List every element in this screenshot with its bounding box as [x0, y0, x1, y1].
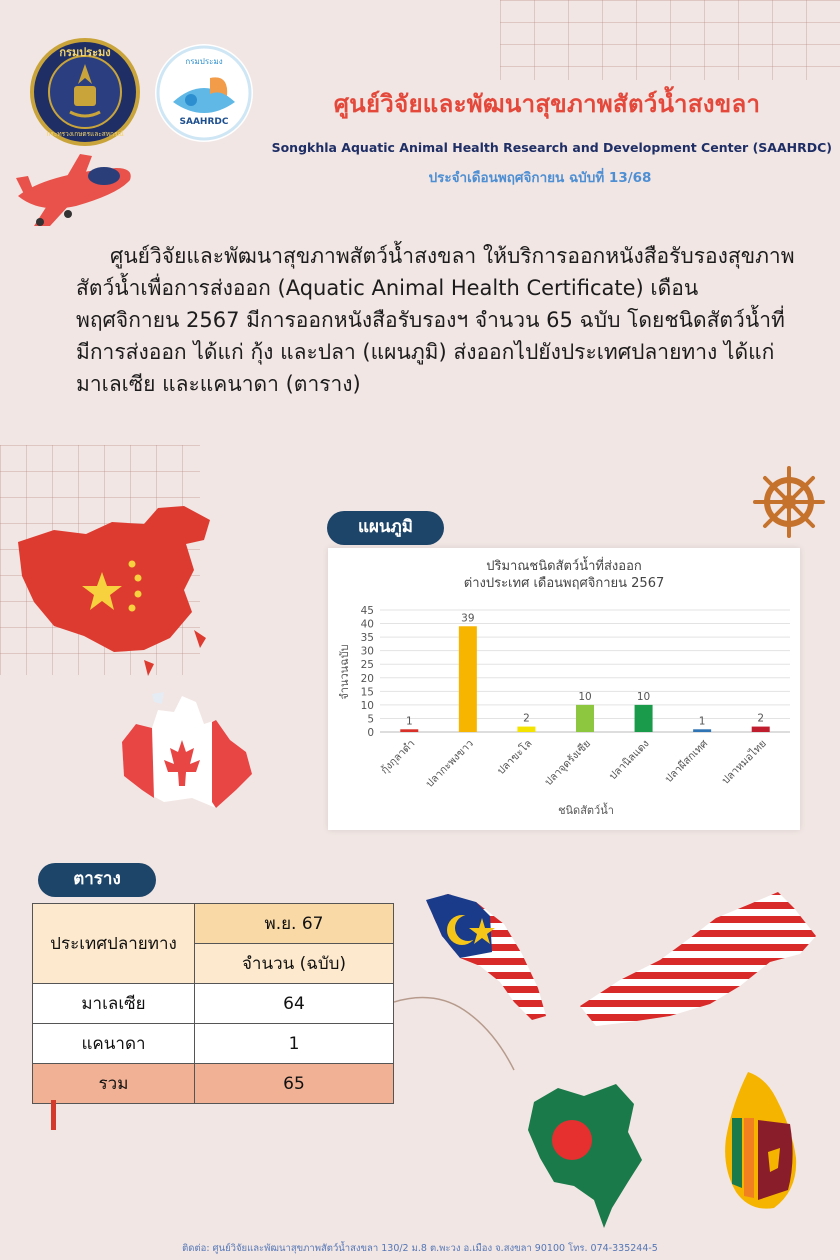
- ship-wheel-icon: [748, 466, 830, 538]
- x-tick-label: ปลาหมอไทย: [719, 737, 769, 787]
- center-name-thai: ศูนย์วิจัยและพัฒนาสุขภาพสัตว์น้ำสงขลา: [333, 90, 761, 118]
- x-tick-label: กุ้งกุลาดำ: [378, 737, 418, 777]
- y-axis-label: จำนวนฉบับ: [338, 644, 351, 700]
- header-country: ประเทศปลายทาง: [33, 904, 195, 984]
- chart-title-line1: ปริมาณชนิดสัตว์น้ำที่ส่งออก: [486, 559, 642, 574]
- row-count: 64: [195, 984, 394, 1024]
- center-name-english: Songkhla Aquatic Animal Health Research and Development Center (SAAHRDC): [271, 140, 832, 155]
- y-tick-label: 15: [360, 686, 374, 699]
- y-tick-label: 30: [360, 645, 374, 658]
- bar: [400, 729, 418, 732]
- data-label: 2: [757, 712, 765, 725]
- table-row: [33, 1024, 394, 1064]
- sri-lanka-map-flag: [718, 1068, 804, 1212]
- y-tick-label: 45: [360, 605, 374, 617]
- row-country: มาเลเซีย: [33, 984, 195, 1024]
- y-tick-label: 25: [360, 659, 374, 672]
- x-tick-label: ปลาจุดรังเซีย: [542, 737, 594, 789]
- destination-table: [32, 903, 394, 1104]
- y-tick-label: 5: [367, 713, 374, 726]
- y-tick-label: 40: [360, 618, 374, 631]
- x-tick-label: ปลาขะโล: [495, 737, 535, 778]
- table-total-row: [33, 1064, 394, 1104]
- header-count: จำนวน (ฉบับ): [195, 944, 394, 984]
- row-count: 1: [195, 1024, 394, 1064]
- svg-text:กรมประมง: กรมประมง: [59, 46, 111, 59]
- data-label: 10: [578, 690, 592, 703]
- bangladesh-map-flag: [524, 1078, 648, 1230]
- bar: [459, 626, 477, 732]
- table-section-label: ตาราง: [38, 863, 156, 897]
- china-map-flag: [14, 500, 214, 680]
- bar: [576, 705, 594, 732]
- chart-section-label: แผนภูมิ: [327, 511, 444, 545]
- data-label: 1: [698, 715, 706, 728]
- svg-text:SAAHRDC: SAAHRDC: [179, 117, 229, 127]
- chart-title-line2: ต่างประเทศ เดือนพฤศจิกายน 2567: [463, 576, 665, 591]
- svg-text:กรมประมง: กรมประมง: [185, 57, 223, 66]
- department-of-fisheries-logo: [30, 38, 140, 146]
- total-value: 65: [195, 1064, 394, 1104]
- malaysia-map-flag: [420, 888, 824, 1048]
- x-tick-label: ปลากะพงขาว: [423, 737, 476, 790]
- y-tick-label: 10: [360, 699, 374, 712]
- bar: [752, 727, 770, 732]
- data-label: 2: [523, 712, 530, 725]
- bar-chart: [328, 548, 800, 830]
- svg-text:กระทรวงเกษตรและสหกรณ์: กระทรวงเกษตรและสหกรณ์: [46, 130, 124, 138]
- saahrdc-logo: [155, 44, 253, 142]
- bar: [693, 729, 711, 732]
- bar: [635, 705, 653, 732]
- row-country: แคนาดา: [33, 1024, 195, 1064]
- x-tick-label: ปลานิลแดง: [606, 737, 652, 783]
- y-tick-label: 0: [367, 727, 374, 739]
- airplane-icon: [6, 148, 138, 230]
- total-label: รวม: [33, 1064, 195, 1104]
- decorative-grid-top-right: [500, 0, 840, 80]
- issue-line: ประจำเดือนพฤศจิกายน ฉบับที่ 13/68: [428, 170, 652, 186]
- x-tick-label: ปลาผีสกเทศ: [662, 737, 711, 786]
- x-axis-label: ชนิดสัตว์น้ำ: [558, 804, 614, 817]
- y-tick-label: 35: [360, 632, 374, 645]
- data-label: 1: [405, 715, 413, 728]
- data-label: 39: [461, 612, 475, 625]
- bar: [517, 727, 535, 732]
- data-label: 10: [636, 690, 651, 703]
- table-row: [33, 984, 394, 1024]
- decorative-red-bar: [51, 1100, 56, 1130]
- y-tick-label: 20: [360, 672, 374, 685]
- intro-paragraph: ศูนย์วิจัยและพัฒนาสุขภาพสัตว์น้ำสงขลา ให้บริการออกหนังสือรับรองสุขภาพสัตว์น้ำเพื่อการส่งออก (Aquatic Animal Health Certificate) เดือนพฤศจิกายน 2567 มีการออกหนังสือรับรองฯ จำนวน 65 ฉบับ โดยชนิดสัตว์น้ำที่มีการส่งออก ได้แก่ กุ้ง และปลา (แผนภูมิ) ส่งออกไปยังประเทศปลายทาง ได้แก่ มาเลเซีย และแคนาดา (ตาราง): [76, 244, 795, 396]
- footer-contact: ติดต่อ: ศูนย์วิจัยและพัฒนาสุขภาพสัตว์น้ำสงขลา 130/2 ม.8 ต.พะวง อ.เมือง จ.สงขลา 90100 โทร. 074-335244-5: [182, 1243, 658, 1254]
- header-month: พ.ย. 67: [195, 904, 394, 944]
- canada-map-flag: [112, 690, 258, 815]
